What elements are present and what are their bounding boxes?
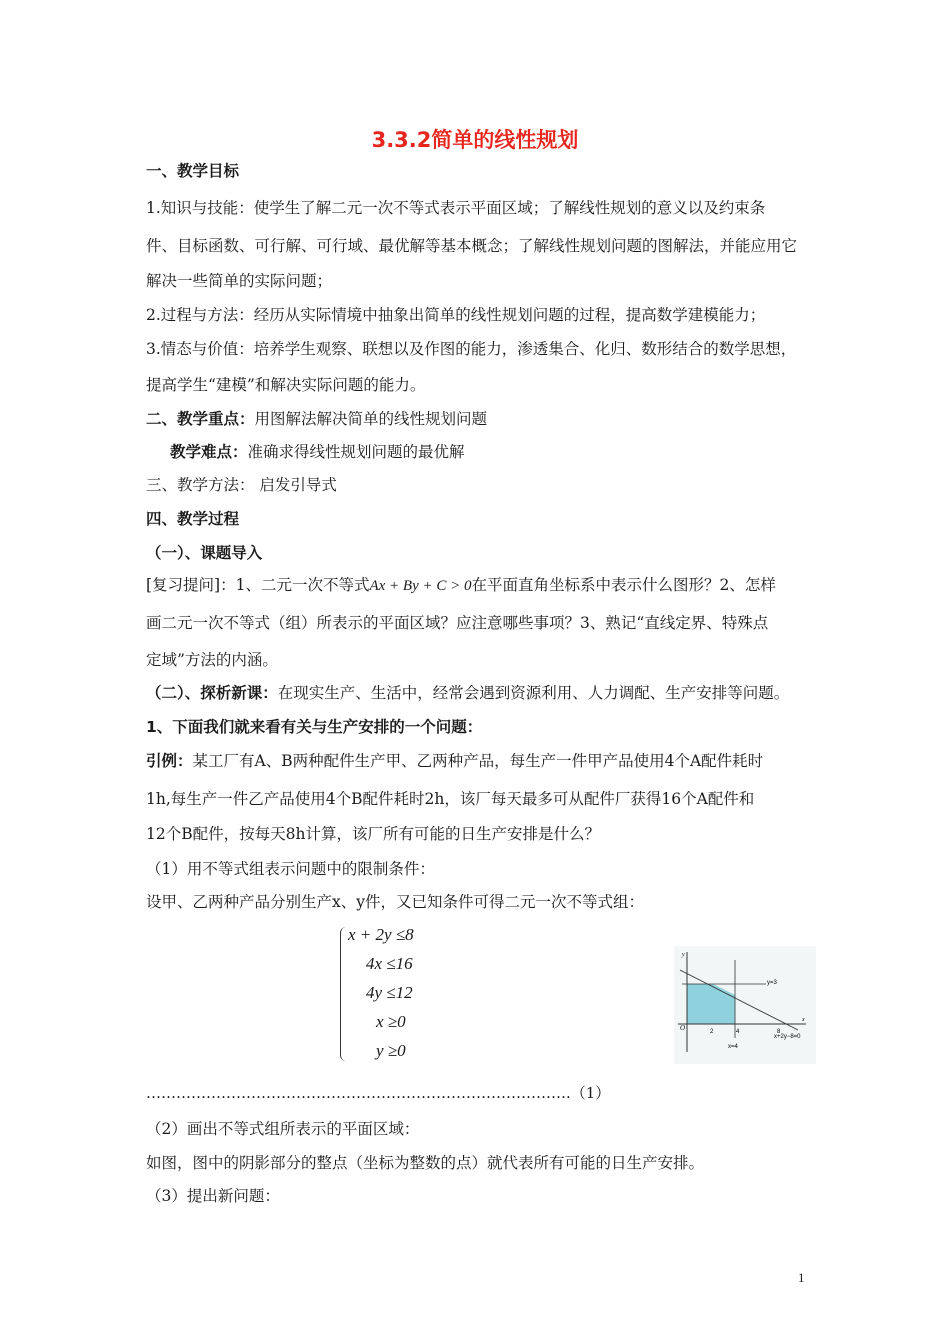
origin-label: O [680,1024,686,1032]
key-points-label: 二、教学重点： [146,410,255,428]
key-points-text: 用图解法解决简单的线性规划问题 [254,410,488,428]
review-line3: 定域”方法的内涵。 [146,651,278,669]
example-line2: 1h,每生产一件乙产品使用4个B配件耗时2h，该厂每天最多可从配件厂获得16个A配件和 [146,790,755,808]
step-1: （1）用不等式组表示问题中的限制条件： [146,860,435,878]
section-heading-objectives: 一、教学目标 [146,162,240,180]
inequality-system [340,925,450,1067]
example-text-line1: 某工厂有A、B两种配件生产甲、乙两种产品，每生产一件甲产品使用4个A配件耗时 [192,752,764,770]
example-label: 引例： [146,752,193,770]
system-brace [340,927,347,1061]
y-axis-label: y [682,952,685,958]
example-line3: 12个B配件，按每天8h计算，该厂所有可能的日生产安排是什么？ [146,825,600,843]
step-3: （3）提出新问题： [146,1187,280,1205]
inequality-5: y ≥0 [376,1041,406,1060]
inequality-3: 4y ≤12 [366,983,413,1002]
label-constraint-line: x+2y−8=0 [774,1034,801,1040]
new-lesson-label: （二）、探析新课： [146,684,278,702]
paragraph-process: 2.过程与方法：经历从实际情境中抽象出简单的线性规划问题的过程，提高数学建模能力； [146,306,766,324]
review-line2: 画二元一次不等式（组）所表示的平面区域？应注意哪些事项？3、熟记“直线定界、特殊点 [146,614,769,632]
inequality-1: x + 2y ≤8 [348,925,414,944]
dotted-leader [146,1082,610,1103]
part-new-lesson [146,682,789,704]
x-tick-2: 2 [710,1029,714,1035]
example-line1 [146,750,763,772]
section-heading-process: 四、教学过程 [146,510,240,528]
equation-label: .（1） [566,1084,611,1102]
paragraph-knowledge-line1: 1.知识与技能：使学生了解二元一次不等式表示平面区域；了解线性规划的意义以及约束条 [146,199,766,217]
x-tick-8: 8 [777,1029,781,1035]
x-axis-label: x [802,1017,805,1023]
step-2: （2）画出不等式组所表示的平面区域： [146,1120,420,1138]
set-variables: 设甲、乙两种产品分别生产x、y件，又已知条件可得二元一次不等式组： [146,893,645,911]
paragraph-knowledge-line3: 解决一些简单的实际问题； [146,272,333,290]
feasible-region-figure [674,946,816,1064]
inequality-formula: Ax + By + C > 0 [369,578,472,594]
review-line1-end: 在平面直角坐标系中表示什么图形？2、怎样 [471,576,776,594]
step-2-text: 如图，图中的阴影部分的整点（坐标为整数的点）就代表所有可能的日生产安排。 [146,1154,705,1172]
review-line1-start: [复习提问]：1、二元一次不等式 [146,576,370,594]
paragraph-values-line2: 提高学生“建模”和解决实际问题的能力。 [146,376,426,394]
inequality-4: x ≥0 [376,1012,406,1031]
part-intro-heading: （一）、课题导入 [146,544,263,562]
page-title: 3.3.2简单的线性规划 [371,128,579,152]
leader-dots: ………………………………………………………………………… [146,1084,566,1102]
section-difficulty [170,441,465,463]
review-line1 [146,574,776,597]
difficulty-text: 准确求得线性规划问题的最优解 [247,443,465,461]
paragraph-values-line1: 3.情态与价值：培养学生观察、联想以及作图的能力，渗透集合、化归、数形结合的数学思想， [146,340,797,358]
page-number: 1 [798,1270,805,1285]
section-key-points [146,408,487,430]
inequality-2: 4x ≤16 [366,954,413,973]
feasible-region-graph [674,946,816,1064]
label-y-eq-3: y=3 [767,980,777,986]
label-x-eq-4: x=4 [728,1044,738,1050]
section-method: 三、教学方法： 启发引导式 [146,476,337,494]
x-tick-4: 4 [736,1029,740,1035]
question-1: 1、下面我们就来看有关与生产安排的一个问题： [146,718,483,736]
paragraph-knowledge-line2: 件、目标函数、可行解、可行域、最优解等基本概念；了解线性规划问题的图解法，并能应用它 [146,237,798,255]
difficulty-label: 教学难点： [170,443,248,461]
new-lesson-text: 在现实生产、生活中，经常会遇到资源利用、人力调配、生产安排等问题。 [277,684,790,702]
